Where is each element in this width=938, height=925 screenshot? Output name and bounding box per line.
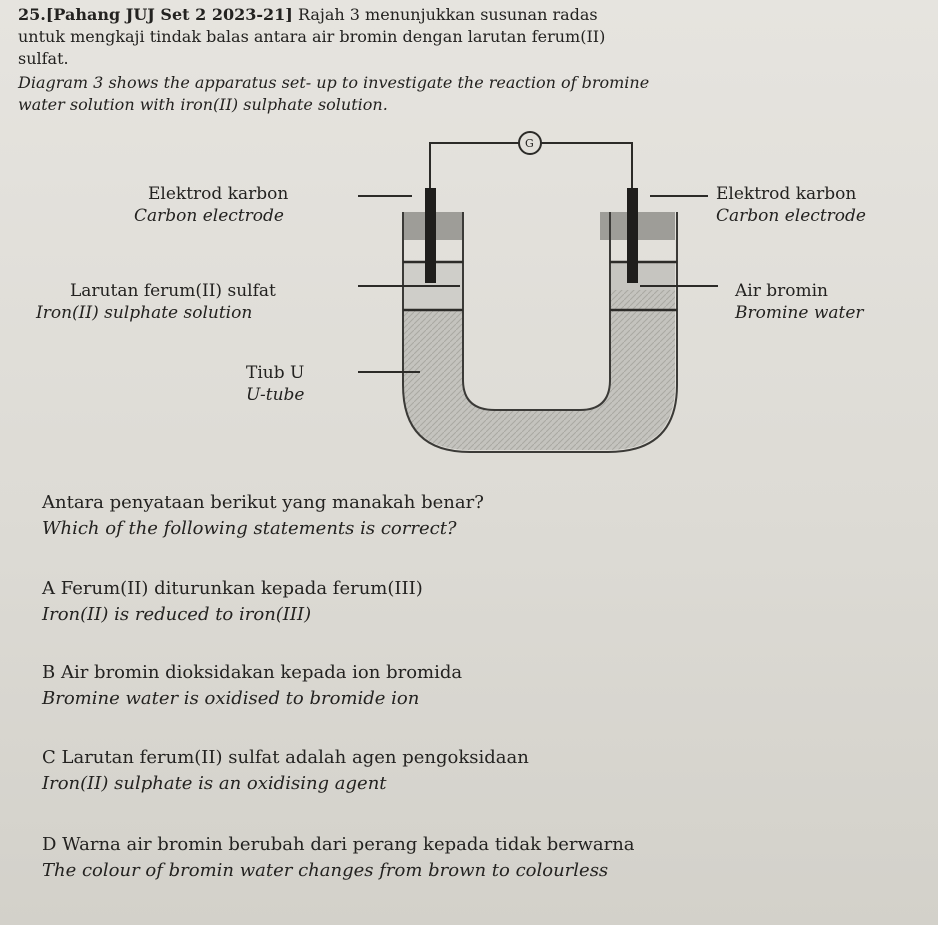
left-electrode-label-malay: Elektrod karbon <box>148 184 289 204</box>
left-electrode-label-english: Carbon electrode <box>134 206 284 226</box>
option-c-malay: Larutan ferum(II) sulfat adalah agen pengoksidaan <box>61 747 529 768</box>
question-intro-english-line2: water solution with iron(II) sulphate solution. <box>18 95 388 114</box>
option-b-letter: B <box>42 662 56 683</box>
option-a[interactable] <box>42 576 423 602</box>
question-intro-english-line1: Diagram 3 shows the apparatus set- up to investigate the reaction of bromine <box>18 73 650 92</box>
iron-solution-label-english: Iron(II) sulphate solution <box>36 303 253 323</box>
question-intro-malay-line2: untuk mengkaji tindak balas antara air bromin dengan larutan ferum(II) <box>18 27 606 46</box>
question-stem-malay: Antara penyataan berikut yang manakah benar? <box>42 492 484 513</box>
question-intro-malay-line3: sulfat. <box>18 49 69 68</box>
right-electrode-label-english: Carbon electrode <box>716 206 866 226</box>
question-intro-malay-line1: Rajah 3 menunjukkan susunan radas <box>297 5 598 24</box>
iron-solution-label-malay: Larutan ferum(II) sulfat <box>70 281 276 301</box>
option-b[interactable] <box>42 660 462 686</box>
option-c-letter: C <box>42 747 56 768</box>
option-c-english: Iron(II) sulphate is an oxidising agent <box>42 773 387 794</box>
u-tube-label-malay: Tiub U <box>246 363 305 383</box>
right-carbon-electrode <box>627 188 638 283</box>
option-b-english: Bromine water is oxidised to bromide ion <box>42 688 420 709</box>
option-d-letter: D <box>42 834 57 855</box>
left-carbon-electrode <box>425 188 436 283</box>
bromine-water-label-english: Bromine water <box>735 303 864 323</box>
galvanometer-label: G <box>525 137 534 150</box>
option-d-english: The colour of bromin water changes from brown to colourless <box>42 860 609 881</box>
option-d-malay: Warna air bromin berubah dari perang kepada tidak berwarna <box>62 834 635 855</box>
option-c[interactable] <box>42 745 529 771</box>
option-a-malay: Ferum(II) diturunkan kepada ferum(III) <box>60 578 423 599</box>
option-b-malay: Air bromin dioksidakan kepada ion bromida <box>60 662 463 683</box>
option-a-english: Iron(II) is reduced to iron(III) <box>42 604 312 625</box>
option-a-letter: A <box>42 578 55 599</box>
question-number-source: 25.[Pahang JUJ Set 2 2023-21] <box>18 5 293 24</box>
option-d[interactable] <box>42 832 635 858</box>
question-stem-english: Which of the following statements is correct? <box>42 518 457 539</box>
right-electrode-label-malay: Elektrod karbon <box>716 184 857 204</box>
u-tube-label-english: U-tube <box>246 385 305 405</box>
u-tube-liquid <box>403 290 675 450</box>
bromine-water-label-malay: Air bromin <box>735 281 828 301</box>
